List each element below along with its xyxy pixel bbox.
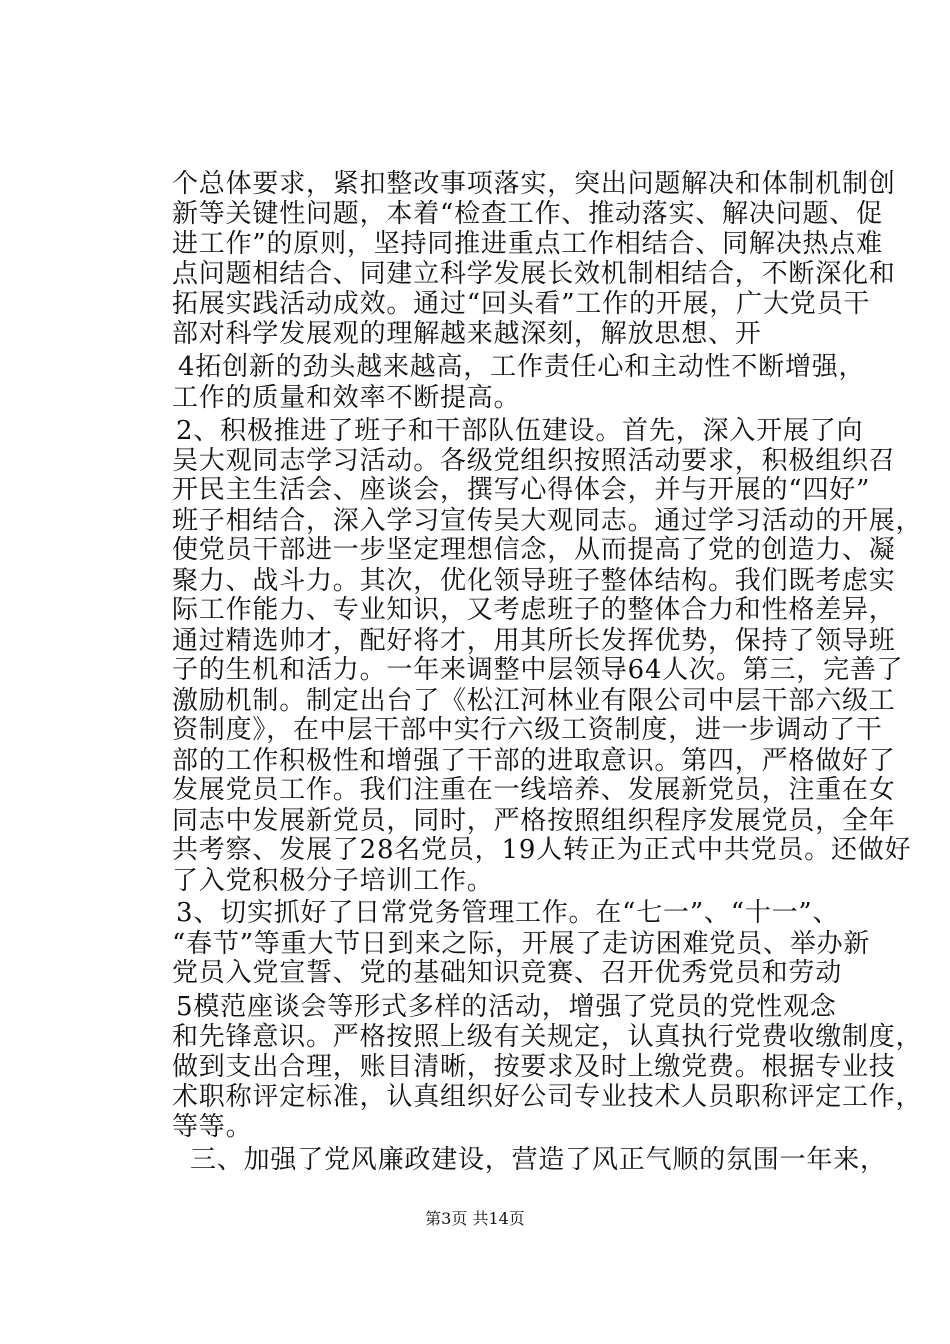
text-line: 子的生机和活力。一年来调整中层领导64人次。第三，完善了 xyxy=(172,655,904,685)
text-line: 发展党员工作。我们注重在一线培养、发展新党员，注重在女 xyxy=(172,775,896,805)
text-line: 资制度》，在中层干部中实行六级工资制度，进一步调动了干 xyxy=(172,715,883,745)
text-line: 3、切实抓好了日常党务管理工作。在“七一”、“十一”、 xyxy=(176,898,840,928)
text-line: 个总体要求，紧扣整改事项落实，突出问题解决和体制机制创 xyxy=(172,169,896,199)
text-line: 党员入党宣誓、党的基础知识竞赛、召开优秀党员和劳动 xyxy=(172,958,843,988)
text-line: 开民主生活会、座谈会，撰写心得体会，并与开展的“四好” xyxy=(172,475,871,505)
text-line: 同志中发展新党员，同时，严格按照组织程序发展党员，全年 xyxy=(172,806,896,836)
text-line: 点问题相结合、同建立科学发展长效机制相结合，不断深化和 xyxy=(172,259,896,289)
text-line: 使党员干部进一步坚定理想信念，从而提高了党的创造力、凝 xyxy=(172,535,896,565)
text-line: 部的工作积极性和增强了干部的进取意识。第四，严格做好了 xyxy=(172,746,896,776)
text-line: “春节”等重大节日到来之际，开展了走访困难党员、举办新 xyxy=(172,929,871,959)
text-line: 激励机制。制定出台了《松江河林业有限公司中层干部六级工 xyxy=(172,686,896,716)
text-line: 等等。 xyxy=(172,1112,253,1142)
text-line: 4拓创新的劲头越来越高，工作责任心和主动性不断增强， xyxy=(178,352,866,382)
text-line: 际工作能力、专业知识，又考虑班子的整体合力和性格差异， xyxy=(172,595,896,625)
text-line: 共考察、发展了28名党员，19人转正为正式中共党员。还做好 xyxy=(172,835,912,865)
text-line: 5模范座谈会等形式多样的活动，增强了党员的党性观念 xyxy=(176,992,837,1022)
text-line: 做到支出合理，账目清晰，按要求及时上缴党费。根据专业技 xyxy=(172,1052,896,1082)
text-line: 吴大观同志学习活动。各级党组织按照活动要求，积极组织召 xyxy=(172,446,896,476)
text-line: 工作的质量和效率不断提高。 xyxy=(172,383,521,413)
text-line: 三、加强了党风廉政建设，营造了风正气顺的氛围一年来， xyxy=(190,1145,887,1175)
text-line: 班子相结合，深入学习宣传吴大观同志。通过学习活动的开展， xyxy=(172,506,923,536)
text-line: 进工作”的原则，坚持同推进重点工作相结合、同解决热点难 xyxy=(172,229,883,259)
page-number-label: 第3页 共14页 xyxy=(425,1209,525,1228)
text-line: 了入党积极分子培训工作。 xyxy=(172,866,494,896)
text-line: 部对科学发展观的理解越来越深刻，解放思想、开 xyxy=(172,319,762,349)
page-footer xyxy=(0,1206,950,1229)
text-line: 通过精选帅才，配好将才，用其所长发挥优势，保持了领导班 xyxy=(172,626,896,656)
text-line: 术职称评定标准，认真组织好公司专业技术人员职称评定工作， xyxy=(172,1082,923,1112)
text-line: 新等关键性问题，本着“检查工作、推动落实、解决问题、促 xyxy=(172,199,883,229)
text-line: 和先锋意识。严格按照上级有关规定，认真执行党费收缴制度， xyxy=(172,1022,923,1052)
text-line: 2、积极推进了班子和干部队伍建设。首先，深入开展了向 xyxy=(176,416,864,446)
text-line: 拓展实践活动成效。通过“回头看”工作的开展，广大党员干 xyxy=(172,289,871,319)
text-line: 聚力、战斗力。其次，优化领导班子整体结构。我们既考虑实 xyxy=(172,566,896,596)
